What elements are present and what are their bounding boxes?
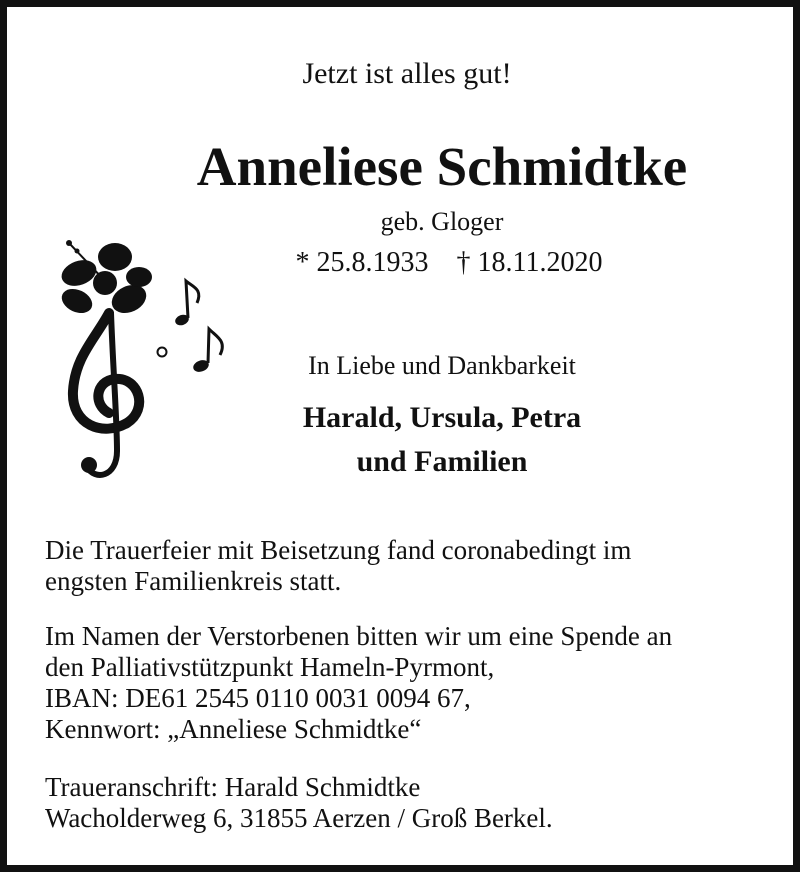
funeral-notice-line: Die Trauerfeier mit Beisetzung fand coronabedingt im: [45, 535, 632, 565]
life-dates: [269, 247, 629, 279]
iban-line: IBAN: DE61 2545 0110 0031 0094 67,: [45, 683, 471, 713]
funeral-notice-line: engsten Familienkreis statt.: [45, 566, 342, 596]
thanks-line: In Liebe und Dankbarkeit: [308, 351, 576, 380]
treble-clef-icon: [73, 313, 139, 475]
donation-notice-line: Im Namen der Verstorbenen bitten wir um eine Spende an: [45, 621, 673, 651]
music-note-icon: [174, 281, 199, 327]
hibiscus-flower-icon: [58, 240, 152, 318]
mourners-line-1: Harald, Ursula, Petra: [302, 401, 582, 434]
deceased-name: Anneliese Schmidtke: [196, 136, 688, 197]
mourning-address: [45, 772, 785, 834]
address-line: Traueranschrift: Harald Schmidtke: [45, 772, 421, 802]
small-circle-ornament: [158, 348, 167, 357]
death-date: † 18.11.2020: [456, 247, 603, 278]
funeral-notice: [45, 535, 785, 597]
maiden-name: geb. Gloger: [380, 207, 504, 236]
address-line: Wacholderweg 6, 31855 Aerzen / Groß Berkel.: [45, 803, 553, 833]
birth-date: * 25.8.1933: [295, 247, 429, 278]
keyword-line: Kennwort: „Anneliese Schmidtke“: [45, 714, 422, 744]
donation-notice-line: den Palliativstützpunkt Hameln-Pyrmont,: [45, 652, 495, 682]
donation-notice: [45, 621, 785, 745]
headline: Jetzt ist alles gut!: [302, 57, 512, 90]
mourners-line-2: und Familien: [356, 445, 528, 478]
